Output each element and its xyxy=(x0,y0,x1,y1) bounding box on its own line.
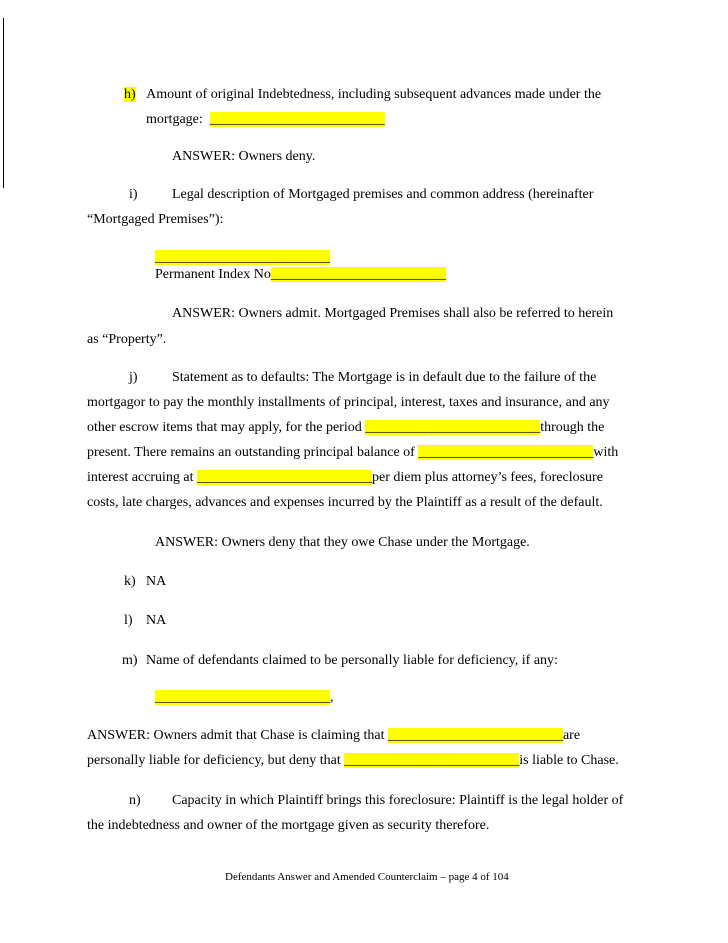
blank-legal-description xyxy=(155,249,330,267)
blank-claimed-liable[interactable]: _________________________ xyxy=(387,728,563,743)
item-n-line1: Capacity in which Plaintiff brings this foreclosure: Plaintiff is the legal holder of xyxy=(172,793,624,808)
are-text: are xyxy=(562,728,581,743)
item-i-label: i) xyxy=(129,187,138,202)
answer-i-line2: as “Property”. xyxy=(87,332,167,347)
period-text: other escrow items that may apply, for the period xyxy=(87,420,366,435)
pin-line xyxy=(155,266,446,284)
item-j-line6: costs, late charges, advances and expenses incurred by the Plaintiff as a result of the default. xyxy=(87,495,603,510)
pin-label: Permanent Index No xyxy=(155,267,271,282)
item-i-line1: Legal description of Mortgaged premises and common address (hereinafter xyxy=(172,187,594,202)
blank-indebtedness[interactable]: _________________________ xyxy=(209,112,385,127)
item-h-line1 xyxy=(124,86,601,104)
comma: , xyxy=(330,690,334,705)
answer-j: ANSWER: Owners deny that they owe Chase under the Mortgage. xyxy=(155,535,530,550)
blank-per-diem[interactable]: _________________________ xyxy=(197,470,373,485)
item-j-line4 xyxy=(87,444,618,462)
item-n-line2: the indebtedness and owner of the mortgage given as security therefore. xyxy=(87,818,490,833)
item-k-label: k) xyxy=(124,574,136,589)
mortgage-label: mortgage: xyxy=(146,112,203,127)
per-diem-text: per diem plus attorney’s fees, foreclosure xyxy=(372,470,603,485)
blank-pin[interactable]: _________________________ xyxy=(270,267,446,282)
blank-defendants[interactable]: _________________________ xyxy=(155,690,330,705)
through-text: through the xyxy=(540,420,605,435)
blank-defendants-line xyxy=(155,689,334,707)
item-l-text: NA xyxy=(146,613,167,628)
answer-h: ANSWER: Owners deny. xyxy=(172,149,316,164)
item-m-label: m) xyxy=(122,653,138,668)
item-i-line2: “Mortgaged Premises”): xyxy=(87,212,224,227)
item-h-line2 xyxy=(146,111,385,129)
liable-text: is liable to Chase. xyxy=(519,753,619,768)
page-footer: Defendants Answer and Amended Counterclaim – page 4 of 104 xyxy=(225,871,509,883)
item-h-label: h) xyxy=(124,87,136,102)
answer-m-text2: personally liable for deficiency, but deny that xyxy=(87,753,345,768)
blank-deny-liable[interactable]: _________________________ xyxy=(344,753,520,768)
item-j-line2: mortgagor to pay the monthly installments of principal, interest, taxes and insurance, and any xyxy=(87,395,610,410)
margin-bar xyxy=(3,18,4,188)
blank-principal-balance[interactable]: _________________________ xyxy=(418,445,594,460)
blank-period[interactable]: _________________________ xyxy=(365,420,541,435)
item-n-label: n) xyxy=(129,793,141,808)
item-j-label: j) xyxy=(129,370,138,385)
interest-text: interest accruing at xyxy=(87,470,198,485)
item-k-text: NA xyxy=(146,574,167,589)
answer-m-line1 xyxy=(87,727,580,745)
item-j-line5 xyxy=(87,469,603,487)
item-m-text: Name of defendants claimed to be personally liable for deficiency, if any: xyxy=(146,653,558,668)
answer-m-text1: ANSWER: Owners admit that Chase is claiming that xyxy=(87,728,388,743)
with-text: with xyxy=(593,445,619,460)
item-l-label: l) xyxy=(124,613,133,628)
item-j-line1: Statement as to defaults: The Mortgage is in default due to the failure of the xyxy=(172,370,597,385)
balance-text: present. There remains an outstanding principal balance of xyxy=(87,445,419,460)
item-h-text: Amount of original Indebtedness, including subsequent advances made under the xyxy=(146,87,602,102)
blank-legal-description-field[interactable]: _________________________ xyxy=(155,250,330,265)
item-j-line3 xyxy=(87,419,604,437)
answer-m-line2 xyxy=(87,752,619,770)
answer-i-line1: ANSWER: Owners admit. Mortgaged Premises shall also be referred to herein xyxy=(172,306,614,321)
